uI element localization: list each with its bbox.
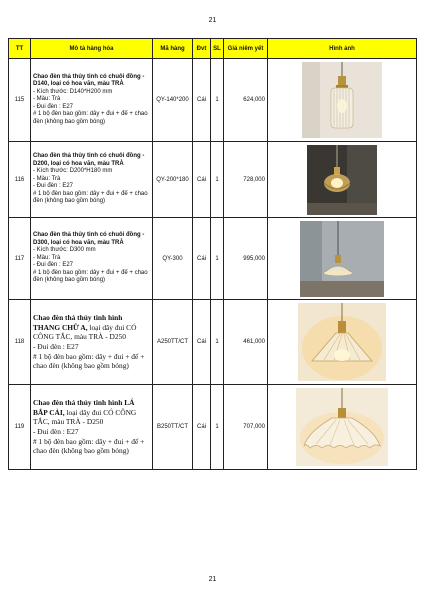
row-qty: 1 [211,385,224,470]
wide-glass-pendant-image [300,221,384,297]
table-row [9,59,417,142]
row-code: B250TT/CT [153,385,193,470]
description-line: - Đui đèn : E27 [33,103,74,110]
row-description [31,385,153,470]
row-image [268,59,417,142]
row-qty: 1 [211,142,224,218]
row-unit: Cái [193,385,211,470]
description-line: - Kích thước: D200*H180 mm [33,168,113,175]
header-description: Mô tả hàng hóa [31,39,153,59]
description-line: # 1 bộ đèn bao gồm: dây + đui + đế + chao đèn (không bao gồm bóng) [33,269,148,284]
description-line: # 1 bộ đèn bao gồm: dây + đui + đế + chao đèn (không bao gồm bóng) [33,190,148,205]
row-qty: 1 [211,218,224,300]
table-header-row [9,39,417,59]
product-name-rest: loại dây đui CÓ CÔNG TẮC, màu TRÀ - D250 [33,322,137,342]
description-line: - Đui đèn : E27 [33,342,79,351]
product-name: Chao đèn thả thủy tinh có chuôi đồng - D200, loại có hoa văn, màu TRÀ [33,153,145,167]
description-line: - Đui đèn : E27 [33,262,74,269]
row-unit: Cái [193,142,211,218]
row-description [31,142,153,218]
row-tt: 115 [9,59,31,142]
product-table [8,38,417,470]
description-line: - Kích thước: D140*H200 mm [33,88,113,95]
description-line: - Đui đèn : E27 [33,427,79,436]
row-image [268,218,417,300]
row-unit: Cái [193,300,211,385]
row-code: QY-140*200 [153,59,193,142]
round-glass-pendant-image [307,145,377,215]
page-number-top: 21 [208,17,217,24]
row-code: QY-200*180 [153,142,193,218]
row-price: 995,000 [224,218,268,300]
header-price: Giá niêm yết [224,39,268,59]
description-line: - Đui đèn : E27 [33,183,74,190]
row-price: 728,000 [224,142,268,218]
table-row [9,385,417,470]
row-image [268,385,417,470]
ribbed-glass-cylinder-pendant-image [302,62,382,138]
table-row [9,218,417,300]
row-tt: 118 [9,300,31,385]
header-tt: TT [9,39,31,59]
row-code: QY-300 [153,218,193,300]
row-image [268,300,417,385]
table-row [9,300,417,385]
row-qty: 1 [211,59,224,142]
description-line: - Màu: Trà [33,175,61,182]
product-name: Chao đèn thả thủy tinh hình THANG CHỮ A, [33,313,123,332]
row-price: 461,000 [224,300,268,385]
description-line: # 1 bộ đèn bao gồm: dây + đui + đế + chao đèn (không bao gồm bóng) [33,111,148,125]
row-tt: 116 [9,142,31,218]
header-code: Mã hàng [153,39,193,59]
row-qty: 1 [211,300,224,385]
row-tt: 117 [9,218,31,300]
product-name: Chao đèn thả thủy tinh hình LÁ BẮP CẢI, [33,398,135,417]
description-line: - Màu: Trà [33,254,61,261]
product-name: Chao đèn thả thủy tinh có chuôi đồng - D300, loại có hoa văn, màu TRÀ [33,232,145,246]
description-line: - Màu: Trà [33,96,61,103]
row-unit: Cái [193,218,211,300]
row-description [31,300,153,385]
product-name: Chao đèn thả thủy tinh có chuôi đồng - D140, loại có hoa văn, màu TRÀ [33,73,145,88]
row-unit: Cái [193,59,211,142]
row-tt: 119 [9,385,31,470]
row-price: 707,000 [224,385,268,470]
row-price: 624,000 [224,59,268,142]
a-shape-glass-pendant-image [298,303,386,381]
page-number-bottom: 21 [208,576,217,583]
row-image [268,142,417,218]
row-code: A250TT/CT [153,300,193,385]
header-unit: Đvt [193,39,211,59]
row-description [31,59,153,142]
product-name-rest: loại dây đui CÓ CÔNG TẮC, màu TRÀ - D250 [33,407,137,427]
table-row [9,142,417,218]
header-image: Hình ảnh [268,39,417,59]
row-description [31,218,153,300]
description-line: # 1 bộ đèn bao gồm: dây + đui + đế + chao đèn (không bao gồm bóng) [33,351,145,371]
cabbage-leaf-glass-pendant-image [296,388,388,466]
header-qty: SL [211,39,224,59]
description-line: # 1 bộ đèn bao gồm: dây + đui + đế + chao đèn (không bao gồm bóng) [33,436,145,456]
description-line: - Kích thước: D300 mm [33,247,96,254]
